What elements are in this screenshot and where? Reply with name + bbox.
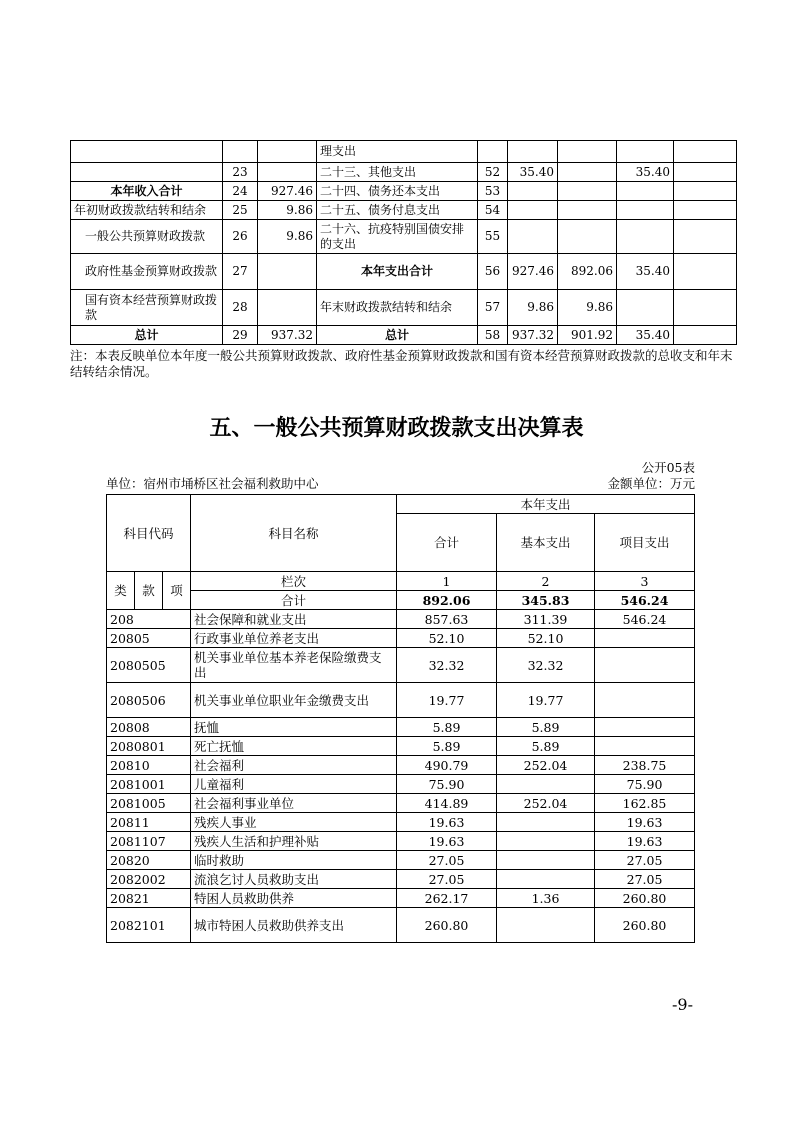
cell-basic (497, 775, 595, 794)
cell: 53 (478, 182, 508, 201)
cell: 9.86 (258, 220, 317, 254)
cell: 9.86 (508, 290, 558, 326)
cell-project: 238.75 (595, 756, 695, 775)
table-row (107, 775, 695, 794)
cell-name: 社会福利 (191, 756, 397, 775)
page-number: -9- (672, 995, 693, 1014)
table-row (71, 141, 737, 163)
total-row (107, 591, 695, 610)
cell (508, 182, 558, 201)
table-row (107, 610, 695, 629)
cell-total: 262.17 (397, 889, 497, 908)
cell: 27 (223, 254, 258, 290)
cell-project: 162.85 (595, 794, 695, 813)
header-col1: 1 (397, 572, 497, 591)
table-row (107, 908, 695, 943)
income-expense-summary-table (70, 140, 737, 345)
table-row (71, 201, 737, 220)
header-kuan: 款 (135, 572, 163, 610)
cell (478, 141, 508, 163)
table-row (107, 648, 695, 683)
cell: 58 (478, 326, 508, 345)
cell-project: 19.63 (595, 813, 695, 832)
table-row (107, 813, 695, 832)
cell-code: 2080506 (107, 683, 191, 718)
cell-project: 19.63 (595, 832, 695, 851)
header-project: 项目支出 (595, 514, 695, 572)
form-number: 公开05表 (641, 460, 695, 475)
cell (558, 220, 617, 254)
unit-label: 单位：宿州市埇桥区社会福利救助中心 (106, 476, 319, 491)
cell (258, 141, 317, 163)
cell-basic: 252.04 (497, 794, 595, 813)
cell-code: 2082002 (107, 870, 191, 889)
cell: 总计 (317, 326, 478, 345)
cell (558, 163, 617, 182)
cell (617, 182, 674, 201)
cell (558, 141, 617, 163)
cell-total: 5.89 (397, 737, 497, 756)
cell-basic: 52.10 (497, 629, 595, 648)
cell: 52 (478, 163, 508, 182)
cell: 927.46 (258, 182, 317, 201)
cell-project (595, 737, 695, 756)
cell: 901.92 (558, 326, 617, 345)
cell-total: 19.63 (397, 813, 497, 832)
cell-code: 2082101 (107, 908, 191, 943)
header-total: 合计 (397, 514, 497, 572)
cell (617, 290, 674, 326)
table-note: 注：本表反映单位本年度一般公共预算财政拨款、政府性基金预算财政拨款和国有资本经营预算财政拨款的总收支和年末结转结余情况。 (70, 348, 733, 379)
cell: 35.40 (617, 163, 674, 182)
cell: 9.86 (558, 290, 617, 326)
cell: 总计 (71, 326, 223, 345)
cell (674, 290, 737, 326)
cell (258, 290, 317, 326)
table-row (107, 794, 695, 813)
table-row (107, 870, 695, 889)
header-code: 科目代码 (107, 495, 191, 572)
cell-project (595, 648, 695, 683)
cell-total: 414.89 (397, 794, 497, 813)
cell-project (595, 683, 695, 718)
cell-name: 残疾人生活和护理补贴 (191, 832, 397, 851)
header-year-exp: 本年支出 (397, 495, 695, 514)
cell-basic: 252.04 (497, 756, 595, 775)
cell-code: 2080505 (107, 648, 191, 683)
cell (674, 201, 737, 220)
cell: 理支出 (317, 141, 478, 163)
cell-total: 32.32 (397, 648, 497, 683)
table-row (71, 163, 737, 182)
cell-name: 机关事业单位基本养老保险缴费支出 (191, 648, 397, 683)
cell (223, 141, 258, 163)
cell-project: 546.24 (595, 610, 695, 629)
cell: 35.40 (508, 163, 558, 182)
cell-code: 20821 (107, 889, 191, 908)
cell-project (595, 718, 695, 737)
cell: 二十三、其他支出 (317, 163, 478, 182)
cell-name: 临时救助 (191, 851, 397, 870)
cell-basic (497, 851, 595, 870)
cell-project: 75.90 (595, 775, 695, 794)
cell-code: 20808 (107, 718, 191, 737)
cell (674, 254, 737, 290)
cell-total: 490.79 (397, 756, 497, 775)
cell-name: 儿童福利 (191, 775, 397, 794)
cell-code: 20820 (107, 851, 191, 870)
table-row (107, 737, 695, 756)
header-lei: 类 (107, 572, 135, 610)
cell: 25 (223, 201, 258, 220)
cell-basic: 32.32 (497, 648, 595, 683)
cell: 国有资本经营预算财政拨款 (71, 290, 223, 326)
cell-basic: 5.89 (497, 718, 595, 737)
cell-code: 208 (107, 610, 191, 629)
cell: 927.46 (508, 254, 558, 290)
cell: 年初财政拨款结转和结余 (71, 201, 223, 220)
cell-name: 抚恤 (191, 718, 397, 737)
cell (674, 163, 737, 182)
header-name: 科目名称 (191, 495, 397, 572)
cell (508, 220, 558, 254)
cell: 24 (223, 182, 258, 201)
total-label: 合计 (191, 591, 397, 610)
cell-total: 19.63 (397, 832, 497, 851)
cell: 本年收入合计 (71, 182, 223, 201)
table-row (71, 220, 737, 254)
cell: 23 (223, 163, 258, 182)
table-row (107, 851, 695, 870)
cell (674, 220, 737, 254)
table-row (71, 182, 737, 201)
cell: 35.40 (617, 254, 674, 290)
cell-total: 75.90 (397, 775, 497, 794)
cell-basic (497, 908, 595, 943)
cell-name: 社会福利事业单位 (191, 794, 397, 813)
cell-code: 2080801 (107, 737, 191, 756)
table-row (107, 756, 695, 775)
table-row (107, 832, 695, 851)
general-budget-expenditure-table (106, 494, 695, 943)
cell: 55 (478, 220, 508, 254)
cell-name: 城市特困人员救助供养支出 (191, 908, 397, 943)
cell: 二十四、债务还本支出 (317, 182, 478, 201)
cell-total: 5.89 (397, 718, 497, 737)
table-row (107, 629, 695, 648)
header-xiang: 项 (163, 572, 191, 610)
section-title: 五、一般公共预算财政拨款支出决算表 (209, 415, 584, 441)
header-row (107, 495, 695, 514)
cell: 9.86 (258, 201, 317, 220)
cell-code: 2081005 (107, 794, 191, 813)
cell-name: 残疾人事业 (191, 813, 397, 832)
cell-code: 20805 (107, 629, 191, 648)
cell-basic: 311.39 (497, 610, 595, 629)
cell: 937.32 (508, 326, 558, 345)
cell-code: 2081107 (107, 832, 191, 851)
cell (71, 141, 223, 163)
header-row (107, 572, 695, 591)
cell-total: 857.63 (397, 610, 497, 629)
cell-basic (497, 870, 595, 889)
cell (674, 141, 737, 163)
cell-basic (497, 832, 595, 851)
cell (558, 201, 617, 220)
cell: 28 (223, 290, 258, 326)
cell-code: 20811 (107, 813, 191, 832)
cell: 29 (223, 326, 258, 345)
cell-name: 社会保障和就业支出 (191, 610, 397, 629)
cell-total: 52.10 (397, 629, 497, 648)
cell: 一般公共预算财政拨款 (71, 220, 223, 254)
cell (617, 201, 674, 220)
cell-name: 流浪乞讨人员救助支出 (191, 870, 397, 889)
cell-basic (497, 813, 595, 832)
cell: 二十六、抗疫特别国债安排的支出 (317, 220, 478, 254)
cell-name: 行政事业单位养老支出 (191, 629, 397, 648)
cell (508, 141, 558, 163)
cell (617, 220, 674, 254)
cell-total: 27.05 (397, 851, 497, 870)
money-unit-label: 金额单位：万元 (607, 476, 695, 491)
cell (71, 163, 223, 182)
total-basic: 345.83 (497, 591, 595, 610)
cell: 本年支出合计 (317, 254, 478, 290)
cell-project: 27.05 (595, 870, 695, 889)
cell-total: 19.77 (397, 683, 497, 718)
cell-name: 死亡抚恤 (191, 737, 397, 756)
cell: 892.06 (558, 254, 617, 290)
cell-basic: 1.36 (497, 889, 595, 908)
cell: 937.32 (258, 326, 317, 345)
cell (617, 141, 674, 163)
total-value: 892.06 (397, 591, 497, 610)
cell (258, 254, 317, 290)
total-project: 546.24 (595, 591, 695, 610)
cell-project (595, 629, 695, 648)
table-row (107, 889, 695, 908)
cell: 54 (478, 201, 508, 220)
cell-project: 260.80 (595, 889, 695, 908)
table-row (71, 290, 737, 326)
cell (674, 326, 737, 345)
table-row (107, 718, 695, 737)
cell: 年末财政拨款结转和结余 (317, 290, 478, 326)
cell-project: 27.05 (595, 851, 695, 870)
header-lanci: 栏次 (191, 572, 397, 591)
cell-code: 2081001 (107, 775, 191, 794)
header-col2: 2 (497, 572, 595, 591)
cell: 57 (478, 290, 508, 326)
cell (558, 182, 617, 201)
cell (258, 163, 317, 182)
cell: 56 (478, 254, 508, 290)
table-row (71, 254, 737, 290)
cell: 35.40 (617, 326, 674, 345)
cell: 政府性基金预算财政拨款 (71, 254, 223, 290)
cell-total: 260.80 (397, 908, 497, 943)
table-row (107, 683, 695, 718)
header-basic: 基本支出 (497, 514, 595, 572)
cell-name: 机关事业单位职业年金缴费支出 (191, 683, 397, 718)
cell: 26 (223, 220, 258, 254)
cell-basic: 19.77 (497, 683, 595, 718)
table-row (71, 326, 737, 345)
cell-basic: 5.89 (497, 737, 595, 756)
cell-code: 20810 (107, 756, 191, 775)
header-col3: 3 (595, 572, 695, 591)
cell (508, 201, 558, 220)
cell (674, 182, 737, 201)
cell-total: 27.05 (397, 870, 497, 889)
cell: 二十五、债务付息支出 (317, 201, 478, 220)
cell-name: 特困人员救助供养 (191, 889, 397, 908)
cell-project: 260.80 (595, 908, 695, 943)
